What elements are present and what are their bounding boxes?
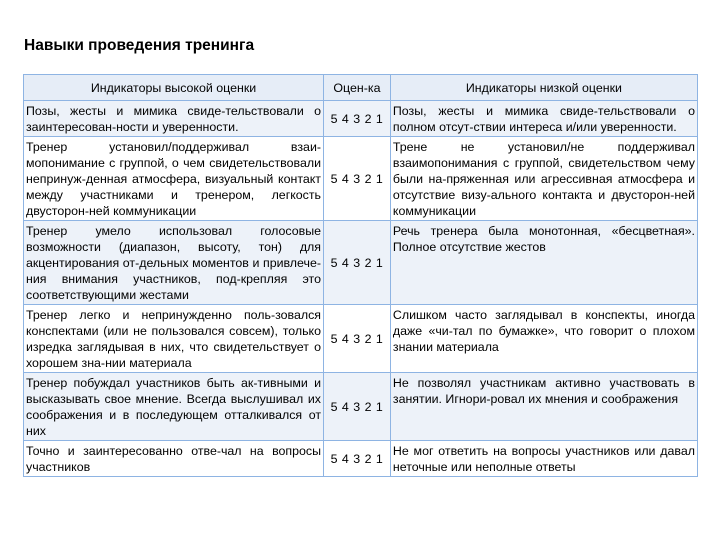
high-indicator-cell: Тренер умело использовал голосовые возможности (диапазон, высоту, тон) для акцентирования от-дельных моментов и привлече-ния внимания участников, под-крепляя это соответствующими жестами [24,221,324,305]
header-score: Оцен-ка [324,75,391,101]
header-high-indicators: Индикаторы высокой оценки [24,75,324,101]
table-row [24,441,698,477]
high-indicator-cell: Тренер легко и непринужденно поль-зовался конспектами (или не пользовался совсем), только изредка заглядывая в них, что свидетельствует о хорошем зна-нии материала [24,305,324,373]
table-row [24,305,698,373]
table-header-row [24,75,698,101]
score-cell: 5 4 3 2 1 [324,305,391,373]
score-cell: 5 4 3 2 1 [324,101,391,137]
score-cell: 5 4 3 2 1 [324,137,391,221]
page-title: Навыки проведения тренинга [24,37,255,54]
high-indicator-cell: Тренер побуждал участников быть ак-тивными и высказывать свое мнение. Всегда выслушивал их соображения и в последующем отталкивался от них [24,373,324,441]
low-indicator-cell: Слишком часто заглядывал в конспекты, иногда даже «чи-тал по бумажке», что говорит о плохом знании материала [390,305,697,373]
score-cell: 5 4 3 2 1 [324,221,391,305]
training-skills-table [23,74,698,477]
header-low-indicators: Индикаторы низкой оценки [390,75,697,101]
low-indicator-cell: Позы, жесты и мимика свиде-тельствовали о полном отсут-ствии интереса и/или уверенности. [390,101,697,137]
low-indicator-cell: Трене не установил/не поддерживал взаимопонимания с группой, свидетельством чему были на-пряженная или агрессивная атмосфера и отсутствие визу-ального контакта и двусторон-ней коммуникации [390,137,697,221]
table-row [24,221,698,305]
score-cell: 5 4 3 2 1 [324,441,391,477]
high-indicator-cell: Позы, жесты и мимика свиде-тельствовали о заинтересован-ности и уверенности. [24,101,324,137]
low-indicator-cell: Не позволял участникам активно участвовать в занятии. Игнори-ровал их мнения и соображения [390,373,697,441]
score-cell: 5 4 3 2 1 [324,373,391,441]
high-indicator-cell: Тренер установил/поддерживал взаи-мопонимание с группой, о чем свидетельствовали непринуж-денная атмосфера, визуальный контакт между участниками и тренером, легкость двусторон-ней коммуникации [24,137,324,221]
high-indicator-cell: Точно и заинтересованно отве-чал на вопросы участников [24,441,324,477]
low-indicator-cell: Речь тренера была монотонная, «бесцветная». Полное отсутствие жестов [390,221,697,305]
table-row [24,373,698,441]
table-row [24,137,698,221]
low-indicator-cell: Не мог ответить на вопросы участников или давал неточные или неполные ответы [390,441,697,477]
table-row [24,101,698,137]
